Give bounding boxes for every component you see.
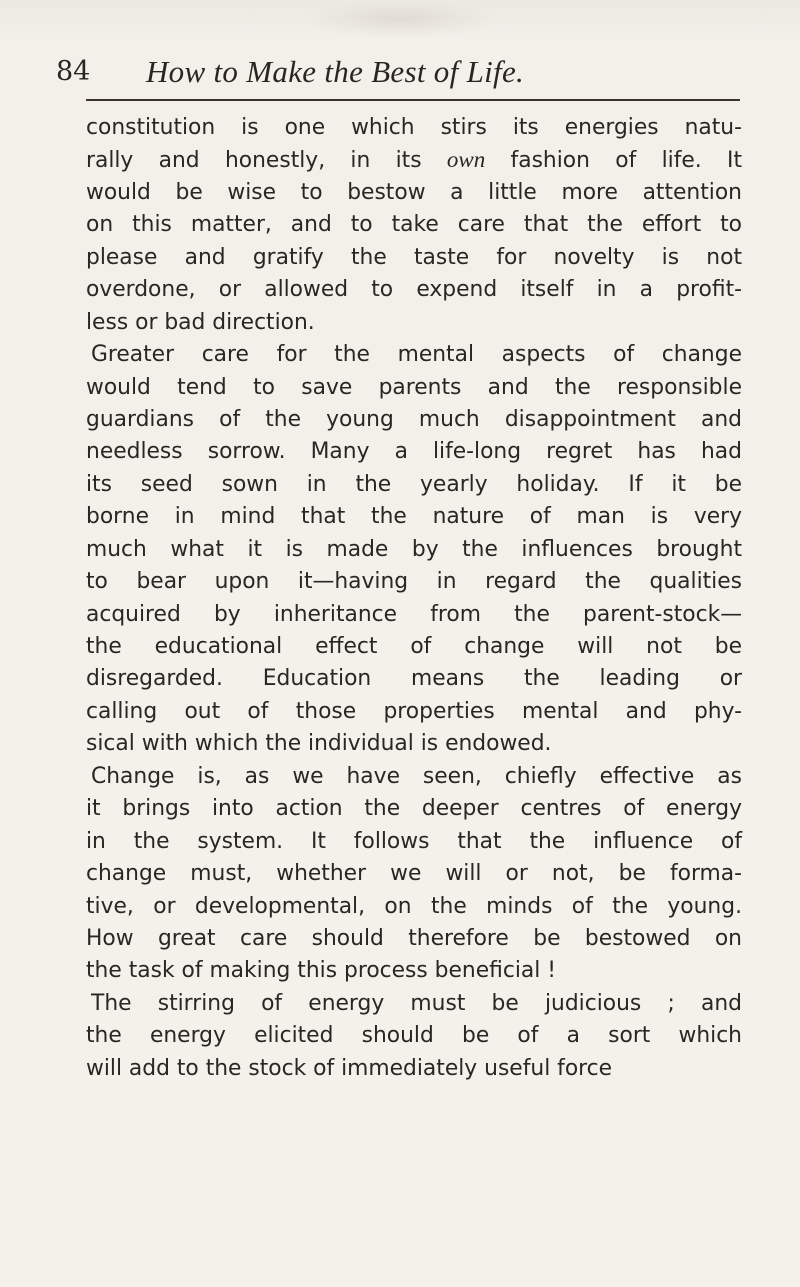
show-through-shadow — [300, 0, 500, 38]
text-line — [86, 436, 742, 468]
text-segment: Change is, as we have seen, chiefly effective as — [91, 763, 742, 789]
text-segment: would be wise to bestow a little more attention — [86, 179, 742, 205]
text-segment: sical with which the individual is endowed. — [86, 731, 552, 757]
text-segment: its seed sown in the yearly holiday. If it be — [86, 471, 742, 497]
text-segment: on this matter, and to take care that the effort to — [86, 212, 742, 238]
text-segment: would tend to save parents and the responsible — [86, 374, 742, 400]
emphasis-text: own — [446, 147, 486, 173]
text-line — [86, 858, 742, 890]
text-line — [86, 469, 742, 501]
text-segment: in the system. It follows that the influence of — [86, 828, 742, 854]
text-segment: constitution is one which stirs its energies natu- — [86, 115, 742, 140]
text-segment: disregarded. Education means the leading or — [86, 666, 742, 692]
paragraph — [86, 988, 742, 1085]
text-line — [86, 1020, 742, 1052]
text-line — [86, 955, 742, 987]
text-segment: the energy elicited should be of a sort which — [86, 1023, 742, 1049]
text-segment: needless sorrow. Many a life-long regret has had — [86, 439, 742, 465]
text-segment: How great care should therefore be bestowed on — [86, 925, 742, 951]
text-segment: Greater care for the mental aspects of change — [91, 342, 742, 368]
text-line — [86, 144, 742, 176]
text-line — [86, 534, 742, 566]
text-segment: will add to the stock of immediately useful force — [86, 1055, 613, 1081]
text-line — [86, 307, 742, 339]
text-line — [86, 404, 742, 436]
text-segment: it brings into action the deeper centres of energy — [86, 796, 742, 822]
text-line — [86, 112, 742, 144]
text-line — [86, 696, 742, 728]
text-segment: the educational effect of change will not be — [86, 634, 742, 659]
text-line — [86, 209, 742, 241]
text-segment: guardians of the young much disappointment and — [86, 406, 742, 432]
text-segment: much what it is made by the influences brought — [86, 536, 742, 562]
text-segment: fashion of life. It — [485, 148, 742, 174]
text-line — [86, 923, 742, 955]
text-line — [86, 663, 742, 695]
text-segment: please and gratify the taste for novelty is not — [86, 244, 742, 270]
text-line — [86, 988, 742, 1020]
text-line — [86, 631, 742, 663]
text-segment: The stirring of energy must be judicious ; and — [91, 990, 742, 1016]
text-segment: overdone, or allowed to expend itself in a profit- — [86, 277, 742, 303]
running-title: How to Make the Best of Life. — [146, 54, 525, 89]
text-line — [86, 339, 742, 371]
body-text — [86, 112, 742, 1085]
text-segment: less or bad direction. — [86, 309, 315, 335]
text-segment: acquired by inheritance from the parent-stock— — [86, 601, 742, 627]
text-segment: to bear upon it—having in regard the qualities — [86, 569, 742, 595]
text-line — [86, 793, 742, 825]
text-segment: calling out of those properties mental and phy- — [86, 698, 742, 724]
text-line — [86, 177, 742, 209]
text-line — [86, 242, 742, 274]
text-segment: borne in mind that the nature of man is very — [86, 504, 742, 530]
text-segment: change must, whether we will or not, be forma- — [86, 861, 742, 887]
text-line — [86, 1053, 742, 1085]
text-segment: the task of making this process beneficial ! — [86, 958, 557, 984]
text-segment: rally and honestly, in its — [86, 148, 447, 174]
running-head — [56, 54, 756, 98]
text-line — [86, 761, 742, 793]
text-line — [86, 372, 742, 404]
text-line — [86, 274, 742, 306]
paragraph — [86, 761, 742, 988]
paragraph — [86, 339, 742, 761]
page-number: 84 — [56, 56, 91, 87]
text-line — [86, 599, 742, 631]
text-line — [86, 566, 742, 598]
text-line — [86, 728, 742, 760]
text-line — [86, 826, 742, 858]
header-rule — [86, 99, 740, 101]
paragraph — [86, 112, 742, 339]
text-segment: tive, or developmental, on the minds of the young. — [86, 893, 742, 919]
text-line — [86, 501, 742, 533]
text-line — [86, 891, 742, 923]
